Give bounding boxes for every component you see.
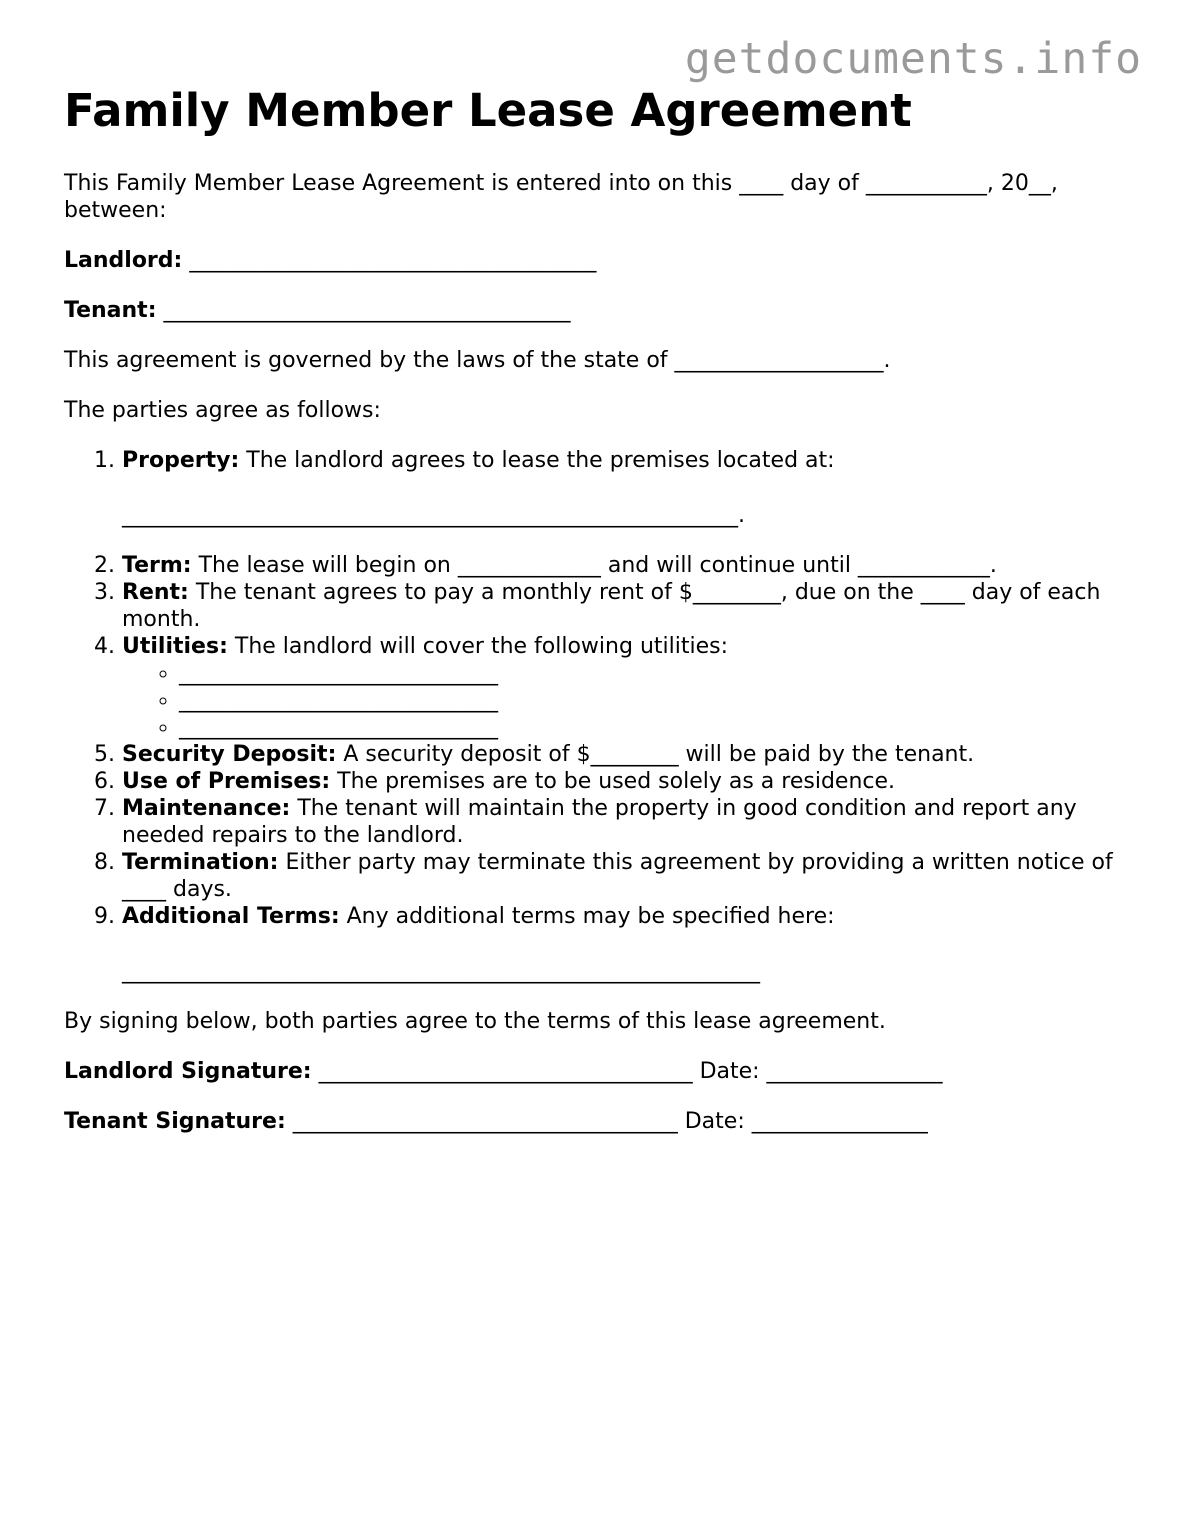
document-title: Family Member Lease Agreement xyxy=(64,84,912,137)
property-address-blank: ________________________________________________________. xyxy=(122,503,745,528)
term-label: Term: xyxy=(122,553,192,578)
utility-blank: ◦ _____________________________ xyxy=(179,714,1124,741)
term-text: The landlord agrees to lease the premises located at: xyxy=(246,448,835,473)
term-item-term xyxy=(122,552,1124,579)
term-label: Utilities: xyxy=(122,634,228,659)
tenant-signature-blank: ___________________________________ Date: ________________ xyxy=(292,1109,928,1134)
additional-terms-blank: __________________________________________________________ xyxy=(122,959,760,984)
term-text: Either party may terminate this agreement by providing a written notice of ____ days. xyxy=(122,850,1113,902)
term-label: Security Deposit: xyxy=(122,742,337,767)
tenant-signature-line xyxy=(64,1108,1124,1135)
utilities-list xyxy=(122,660,1124,741)
term-label: Rent: xyxy=(122,580,189,605)
term-item-use-of-premises xyxy=(122,768,1124,795)
watermark: getdocuments.info xyxy=(684,34,1142,84)
governing-law-paragraph: This agreement is governed by the laws of the state of ___________________. xyxy=(64,348,891,373)
terms-list xyxy=(64,447,1124,985)
term-text: Any additional terms may be specified here: xyxy=(346,904,835,929)
term-label: Termination: xyxy=(122,850,279,875)
landlord-label: Landlord: xyxy=(64,248,183,273)
term-text: The premises are to be used solely as a residence. xyxy=(337,769,896,794)
term-item-maintenance xyxy=(122,795,1124,849)
intro-paragraph: This Family Member Lease Agreement is entered into on this ____ day of ___________, 20__, between: xyxy=(64,171,1058,223)
term-text: The landlord will cover the following utilities: xyxy=(234,634,728,659)
term-item-rent xyxy=(122,579,1124,633)
utility-blank: ◦ _____________________________ xyxy=(179,687,1124,714)
tenant-blank: _____________________________________ xyxy=(163,298,571,323)
term-text: The tenant will maintain the property in good condition and report any needed repairs to the landlord. xyxy=(122,796,1077,848)
tenant-signature-label: Tenant Signature: xyxy=(64,1109,286,1134)
term-text: A security deposit of $________ will be paid by the tenant. xyxy=(343,742,975,767)
agree-intro: The parties agree as follows: xyxy=(64,398,381,423)
utility-blank: ◦ _____________________________ xyxy=(179,660,1124,687)
term-label: Use of Premises: xyxy=(122,769,331,794)
landlord-line xyxy=(64,247,1124,274)
term-text: The tenant agrees to pay a monthly rent of $________, due on the ____ day of each month. xyxy=(122,580,1101,632)
document-body xyxy=(64,170,1124,1158)
landlord-signature-label: Landlord Signature: xyxy=(64,1059,312,1084)
term-text: The lease will begin on _____________ and will continue until ____________. xyxy=(198,553,997,578)
term-label: Maintenance: xyxy=(122,796,291,821)
tenant-line xyxy=(64,297,1124,324)
term-label: Property: xyxy=(122,448,240,473)
term-label: Additional Terms: xyxy=(122,904,340,929)
tenant-label: Tenant: xyxy=(64,298,157,323)
term-item-additional-terms xyxy=(122,903,1124,985)
landlord-blank: _____________________________________ xyxy=(189,248,597,273)
term-item-utilities xyxy=(122,633,1124,741)
term-item-termination xyxy=(122,849,1124,903)
landlord-signature-line xyxy=(64,1058,1124,1085)
term-item-property xyxy=(122,447,1124,529)
closing-paragraph: By signing below, both parties agree to the terms of this lease agreement. xyxy=(64,1009,886,1034)
term-item-security-deposit xyxy=(122,741,1124,768)
landlord-signature-blank: __________________________________ Date: ________________ xyxy=(318,1059,943,1084)
